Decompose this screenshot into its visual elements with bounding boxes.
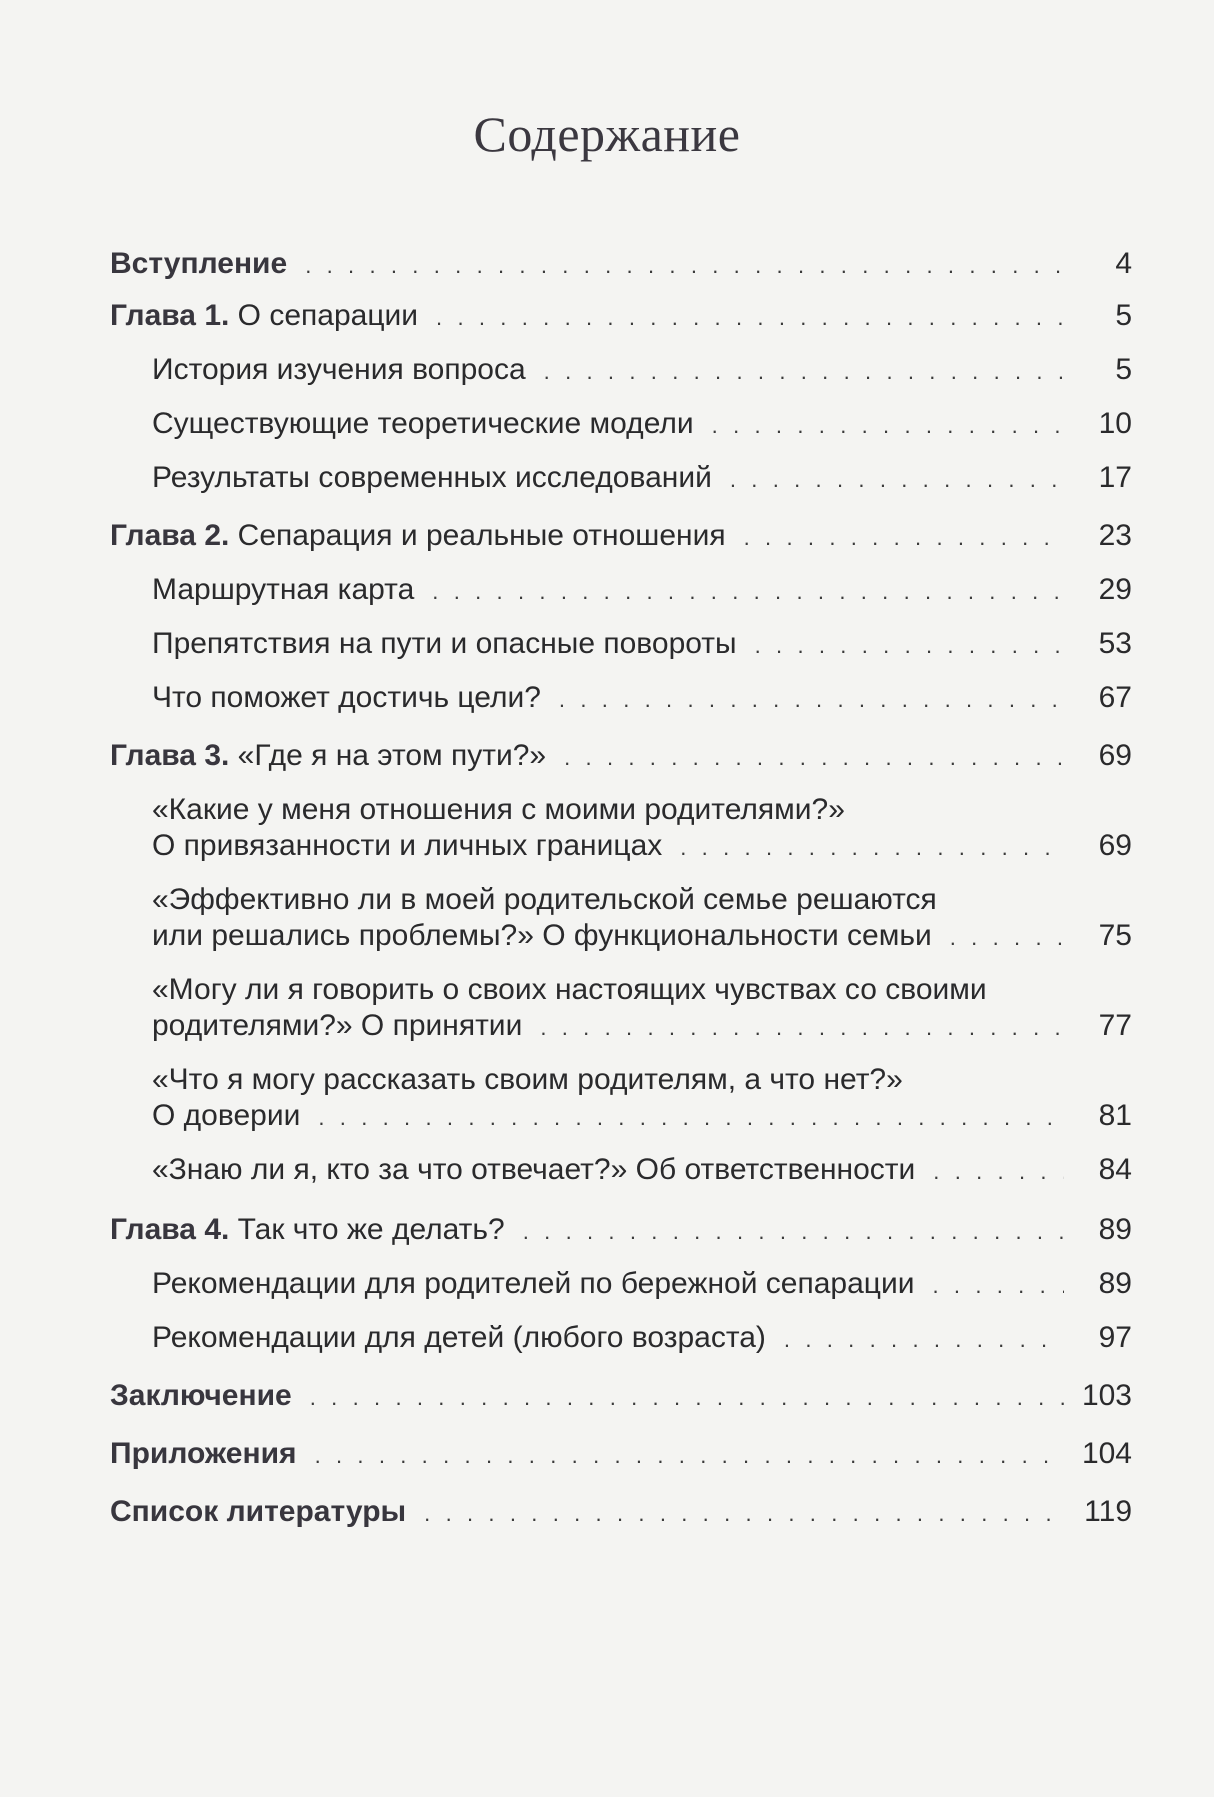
entry-label-bold: Глава 4. <box>110 1213 230 1246</box>
entry-label-bold: Вступление <box>110 247 288 280</box>
toc-entry-references[interactable] <box>110 1494 1132 1532</box>
page-number: 5 <box>1115 299 1132 332</box>
dot-leader <box>712 408 1064 444</box>
entry-label: Что поможет достичь цели? <box>152 681 541 714</box>
entry-label: Рекомендации для родителей по бережной сепарации <box>152 1267 915 1300</box>
toc-entry-appendices[interactable] <box>110 1436 1132 1474</box>
toc-entry-section[interactable] <box>152 626 1132 664</box>
entry-label: «Где я на этом пути?» <box>229 739 547 772</box>
toc-entry-section[interactable] <box>152 792 1132 866</box>
dot-leader <box>680 830 1064 866</box>
toc-entry-intro[interactable] <box>110 246 1132 284</box>
page-number: 69 <box>1098 739 1132 772</box>
entry-label-bold: Глава 3. <box>110 739 230 772</box>
entry-label: «Знаю ли я, кто за что отвечает?» Об ответственности <box>152 1153 916 1186</box>
entry-label: О доверии <box>152 1099 301 1132</box>
entry-label: О сепарации <box>229 299 419 332</box>
entry-label: Рекомендации для детей (любого возраста) <box>152 1321 766 1354</box>
page-number: 103 <box>1081 1379 1132 1412</box>
page-number: 97 <box>1098 1321 1132 1354</box>
dot-leader <box>932 1268 1064 1304</box>
dot-leader <box>730 462 1064 498</box>
entry-label-first-line: «Могу ли я говорить о своих настоящих чувствах со своими <box>152 973 987 1006</box>
page-number: 119 <box>1084 1495 1132 1528</box>
entry-label: Маршрутная карта <box>152 573 415 606</box>
entry-label: Результаты современных исследований <box>152 461 712 494</box>
toc-entry-section[interactable] <box>152 680 1132 718</box>
page-number: 84 <box>1098 1153 1132 1186</box>
page-title: Содержание <box>473 106 741 162</box>
page-number: 104 <box>1081 1437 1132 1470</box>
page-number: 17 <box>1098 461 1132 494</box>
dot-leader <box>315 1438 1064 1474</box>
entry-label-bold: Список литературы <box>110 1495 407 1528</box>
page-number: 23 <box>1098 519 1132 552</box>
toc-entry-section[interactable] <box>152 882 1132 956</box>
entry-label-bold: Приложения <box>110 1437 297 1470</box>
page-number: 81 <box>1098 1099 1132 1132</box>
toc-entry-section[interactable] <box>152 972 1132 1046</box>
entry-label: Сепарация и реальные отношения <box>229 519 726 552</box>
dot-leader <box>436 300 1064 336</box>
dot-leader <box>424 1496 1064 1532</box>
dot-leader <box>744 520 1064 556</box>
entry-label-first-line: «Что я могу рассказать своим родителям, а что нет?» <box>152 1063 903 1096</box>
entry-label: Препятствия на пути и опасные повороты <box>152 627 737 660</box>
dot-leader <box>544 354 1064 390</box>
dot-leader <box>755 628 1064 664</box>
dot-leader <box>540 1010 1064 1046</box>
dot-leader <box>310 1380 1064 1416</box>
dot-leader <box>784 1322 1064 1358</box>
entry-label: родителями?» О принятии <box>152 1009 523 1042</box>
entry-label: или решались проблемы?» О функциональности семьи <box>152 919 932 952</box>
dot-leader <box>318 1100 1064 1136</box>
toc-entry-chapter-4[interactable] <box>110 1212 1132 1250</box>
page-number: 29 <box>1098 573 1132 606</box>
entry-label: О привязанности и личных границах <box>152 829 663 862</box>
page-number: 4 <box>1115 247 1132 280</box>
dot-leader <box>305 248 1064 284</box>
toc-entry-section[interactable] <box>152 406 1132 444</box>
toc-entry-chapter-2[interactable] <box>110 518 1132 556</box>
toc-entry-section[interactable] <box>152 1266 1132 1304</box>
entry-label-bold: Глава 2. <box>110 519 230 552</box>
dot-leader <box>950 920 1064 956</box>
toc-entry-section[interactable] <box>152 572 1132 610</box>
dot-leader <box>523 1214 1064 1250</box>
entry-label-first-line: «Какие у меня отношения с моими родителями?» <box>152 793 845 826</box>
dot-leader <box>564 740 1064 776</box>
toc-entry-conclusion[interactable] <box>110 1378 1132 1416</box>
page-number: 5 <box>1115 353 1132 386</box>
toc-entry-section[interactable] <box>152 1062 1132 1136</box>
dot-leader <box>933 1154 1064 1190</box>
dot-leader <box>432 574 1064 610</box>
page-number: 69 <box>1098 829 1132 862</box>
toc-entry-chapter-1[interactable] <box>110 298 1132 336</box>
toc-entry-section[interactable] <box>152 460 1132 498</box>
entry-label: История изучения вопроса <box>152 353 526 386</box>
entry-label-first-line: «Эффективно ли в моей родительской семье решаются <box>152 883 937 916</box>
page-number: 77 <box>1098 1009 1132 1042</box>
toc-entry-section[interactable] <box>152 1152 1132 1190</box>
entry-label: Существующие теоретические модели <box>152 407 694 440</box>
entry-label-bold: Глава 1. <box>110 299 230 332</box>
entry-label-bold: Заключение <box>110 1379 292 1412</box>
toc-entry-chapter-3[interactable] <box>110 738 1132 776</box>
page-number: 67 <box>1098 681 1132 714</box>
toc-entry-section[interactable] <box>152 1320 1132 1358</box>
entry-label: Так что же делать? <box>229 1213 505 1246</box>
page-number: 75 <box>1098 919 1132 952</box>
toc-entry-section[interactable] <box>152 352 1132 390</box>
dot-leader <box>559 682 1064 718</box>
page-number: 53 <box>1098 627 1132 660</box>
page-number: 89 <box>1098 1213 1132 1246</box>
page-number: 10 <box>1098 407 1132 440</box>
page-number: 89 <box>1098 1267 1132 1300</box>
